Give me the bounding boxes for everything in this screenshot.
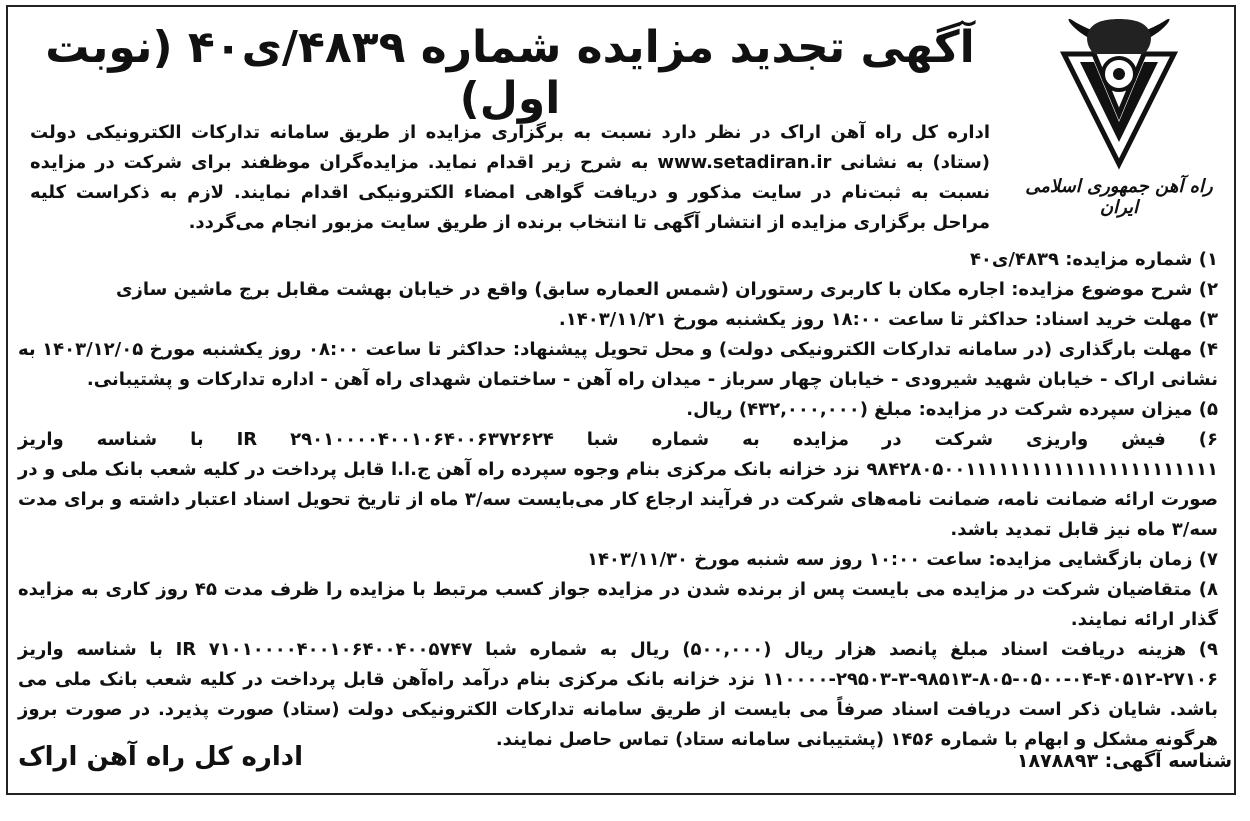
- item-heading: ۸): [1192, 579, 1218, 600]
- item-text: حداکثر تا ساعت ۰۸:۰۰ روز یکشنبه مورخ ۱۴۰۳/۱۲/۰۵ به نشانی اراک - خیابان شهید شیرودی - خیابان چهار سرباز - میدان راه آهن - ساختمان شهدای راه آهن - اداره تدارکات و پشتیبانی.: [18, 339, 1218, 390]
- item-text: متقاضیان شرکت در مزایده می بایست پس از برنده شدن در مزایده جواز کسب مرتبط با مزایده را ظرف مدت ۴۵ روز کاری به مزایده گذار ارائه نمایند.: [18, 579, 1218, 630]
- item-heading: ۴) مهلت بارگذاری (در سامانه تدارکات الکترونیکی دولت) و محل تحویل پیشنهاد:: [506, 339, 1218, 360]
- item-text: فیش واریزی شرکت در مزایده به شماره شبا IR ۲۹۰۱۰۰۰۰۴۰۰۱۰۶۴۰۰۶۳۷۲۶۲۴ با شناسه واریز ۹۸۴۲۸۰۵۰۰۱۱۱۱۱۱۱۱۱۱۱۱۱۱۱۱۱۱۱۱۱۱۱ نزد خزانه بانک مرکزی بنام وجوه سپرده راه آهن ج.ا.ا قابل پرداخت در کلیه شعب بانک ملی و در صورت ارائه ضمانت نامه، ضمانت نامه‌های شرکت در فرآیند ارجاع کار می‌بایست سه/۳ ماه از تاریخ تحویل اسناد اعتبار داشته و برای مدت سه/۳ ماه نیز قابل تمدید باشد.: [18, 429, 1218, 540]
- intro-org: اداره کل راه آهن اراک: [779, 122, 990, 143]
- list-item: [18, 425, 1218, 545]
- list-item: [18, 335, 1218, 395]
- railway-winged-emblem-icon: [1054, 14, 1184, 174]
- ad-id: شناسه آگهی: ۱۸۷۸۸۹۳: [1016, 750, 1232, 772]
- item-text: اجاره مکان با کاربری رستوران (شمس العماره سابق) واقع در خیابان بهشت مقابل برج ماشین سازی: [116, 279, 1005, 300]
- item-heading: ۱) شماره مزایده:: [1058, 249, 1218, 270]
- item-text: هزینه دریافت اسناد مبلغ پانصد هزار ریال (۵۰۰,۰۰۰) ریال به شماره شبا IR ۷۱۰۱۰۰۰۰۴۰۰۱۰۶۴۰۰۴۰۰۵۷۴۷ با شناسه واریز ۲۷۱۰۶-۴۰۵۱۲-۰۴-۰۵۰۰-۸۰۵-۹۸۵۱۳-۳-۲۹۵۰۳-۱۱۰۰۰۰ نزد خزانه بانک مرکزی بنام درآمد راه‌آهن قابل پرداخت در کلیه شعب بانک ملی می باشد. شایان ذکر است دریافت اسناد صرفاً می بایست از طریق سامانه تدارکات الکترونیکی دولت (ستاد) صورت پذیرد. در صورت بروز هرگونه مشکل و ابهام با شماره ۱۴۵۶ (پشتیبانی سامانه ستاد) تماس حاصل نمایند.: [18, 639, 1218, 750]
- item-text: مبلغ (۴۳۲,۰۰۰,۰۰۰) ریال.: [686, 399, 913, 420]
- list-item: [18, 635, 1218, 755]
- item-heading: ۳) مهلت خرید اسناد:: [1028, 309, 1218, 330]
- item-heading: ۶): [1165, 429, 1218, 450]
- item-heading: ۲) شرح موضوع مزایده:: [1004, 279, 1218, 300]
- items-list: [18, 245, 1218, 755]
- page-title: آگهی تجدید مزایده شماره ۴۸۳۹/ی۴۰ (نوبت اول): [45, 22, 975, 124]
- item-text: ۴۸۳۹/ی۴۰: [969, 249, 1059, 270]
- logo-caption: راه آهن جمهوری اسلامی ایران: [1025, 176, 1213, 218]
- footer: [18, 742, 1232, 772]
- item-heading: ۵) میزان سپرده شرکت در مزایده:: [912, 399, 1218, 420]
- item-heading: ۹): [1186, 639, 1219, 660]
- list-item: [18, 395, 1218, 425]
- item-text: حداکثر تا ساعت ۱۸:۰۰ روز یکشنبه مورخ ۱۴۰۳/۱۱/۲۱.: [558, 309, 1029, 330]
- list-item: [18, 275, 1218, 305]
- list-item: [18, 305, 1218, 335]
- item-heading: ۷) زمان بازگشایی مزایده:: [982, 549, 1218, 570]
- list-item: [18, 575, 1218, 635]
- logo: [1004, 14, 1234, 218]
- list-item: [18, 545, 1218, 575]
- item-text: ساعت ۱۰:۰۰ روز سه شنبه مورخ ۱۴۰۳/۱۱/۳۰: [586, 549, 983, 570]
- list-item: [18, 245, 1218, 275]
- intro-text: در نظر دارد نسبت به برگزاری مزایده از طریق سامانه تدارکات الکترونیکی دولت (ستاد) به نشانی www.setadiran.ir به شرح زیر اقدام نماید. مزایده‌گران موظفند برای شرکت در مزایده نسبت به ثبت‌نام در سایت مذکور و دریافت گواهی امضاء الکترونیکی اقدام نمایند. لازم به ذکراست کلیه مراحل برگزاری مزایده از انتشار آگهی تا انتخاب برنده از طریق سایت مزبور انجام می‌گردد.: [30, 122, 991, 233]
- footer-org: اداره کل راه آهن اراک: [18, 742, 303, 772]
- intro-paragraph: [30, 118, 990, 238]
